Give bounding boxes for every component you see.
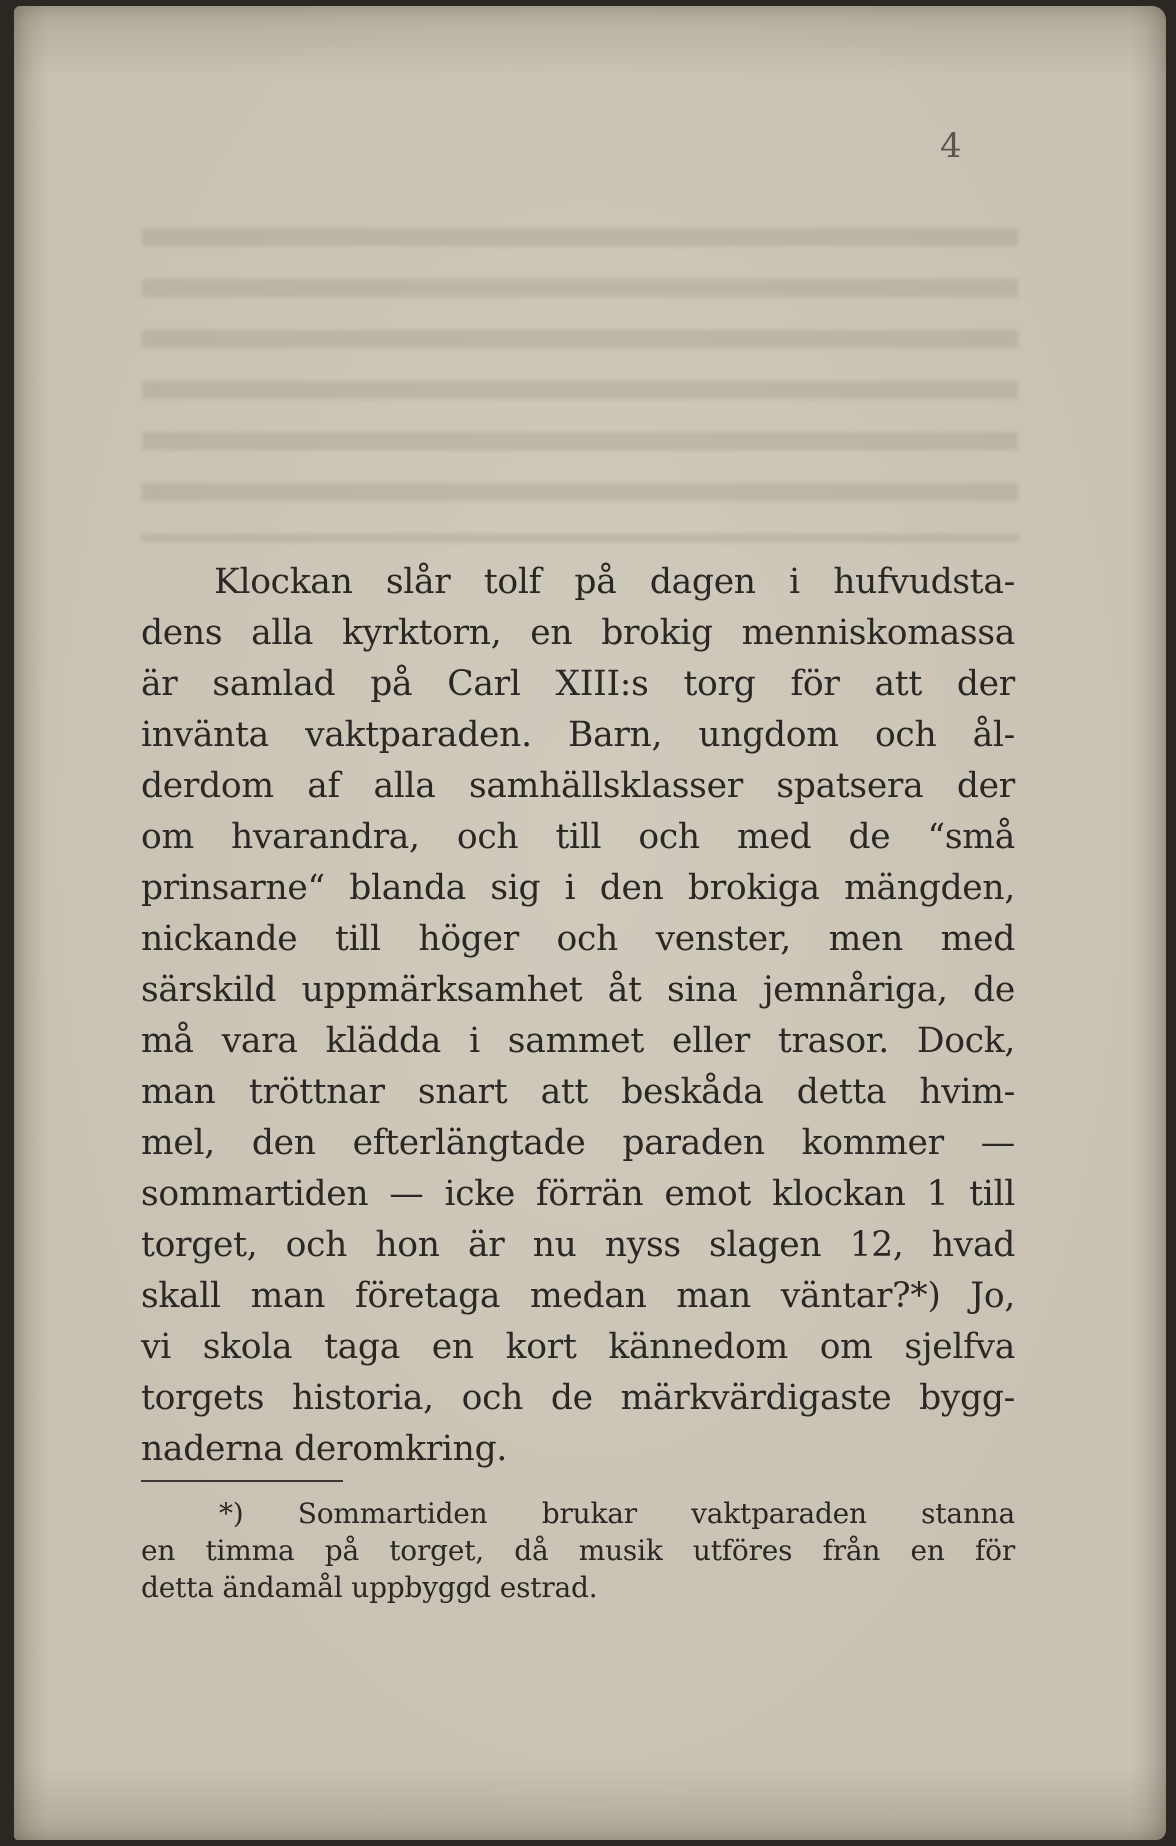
text-line: nickande till höger och venster, men med xyxy=(141,919,1015,959)
text-line: Klockan slår tolf på dagen i hufvudsta- xyxy=(214,562,1015,602)
text-line: derdom af alla samhällsklasser spatsera der xyxy=(141,766,1015,806)
footnote-line: en timma på torget, då musik utföres från en för xyxy=(141,1534,1015,1567)
text-line: särskild uppmärksamhet åt sina jemnåriga, de xyxy=(141,970,1015,1010)
text-line: sommartiden — icke förrän emot klockan 1 till xyxy=(141,1174,1015,1214)
book-page xyxy=(14,6,1166,1840)
text-line: dens alla kyrktorn, en brokig menniskomassa xyxy=(141,613,1015,653)
text-line: må vara klädda i sammet eller trasor. Dock, xyxy=(141,1021,1015,1061)
text-line: skall man företaga medan man väntar?*) Jo, xyxy=(141,1276,1015,1316)
text-line: man tröttnar snart att beskåda detta hvim- xyxy=(141,1072,1015,1112)
footnote-line: *) Sommartiden brukar vaktparaden stanna xyxy=(219,1497,1015,1530)
body-paragraph xyxy=(141,557,1015,1475)
text-line: torget, och hon är nu nyss slagen 12, hvad xyxy=(141,1225,1015,1265)
text-line: är samlad på Carl XIII:s torg för att der xyxy=(141,664,1015,704)
text-line: vi skola taga en kort kännedom om sjelfva xyxy=(141,1327,1015,1367)
footnote xyxy=(141,1495,1015,1606)
text-line: prinsarne“ blanda sig i den brokiga mängden, xyxy=(141,868,1015,908)
text-line: om hvarandra, och till och med de “små xyxy=(141,817,1015,857)
page-number: 4 xyxy=(940,126,962,166)
text-line: naderna deromkring. xyxy=(141,1429,508,1469)
bleed-through-text xyxy=(142,212,1018,542)
text-line: invänta vaktparaden. Barn, ungdom och ål- xyxy=(141,715,1015,755)
text-line: torgets historia, och de märkvärdigaste bygg- xyxy=(141,1378,1015,1418)
footnote-rule xyxy=(141,1480,343,1482)
text-line: mel, den efterlängtade paraden kommer — xyxy=(141,1123,1015,1163)
footnote-line: detta ändamål uppbyggd estrad. xyxy=(141,1571,598,1604)
